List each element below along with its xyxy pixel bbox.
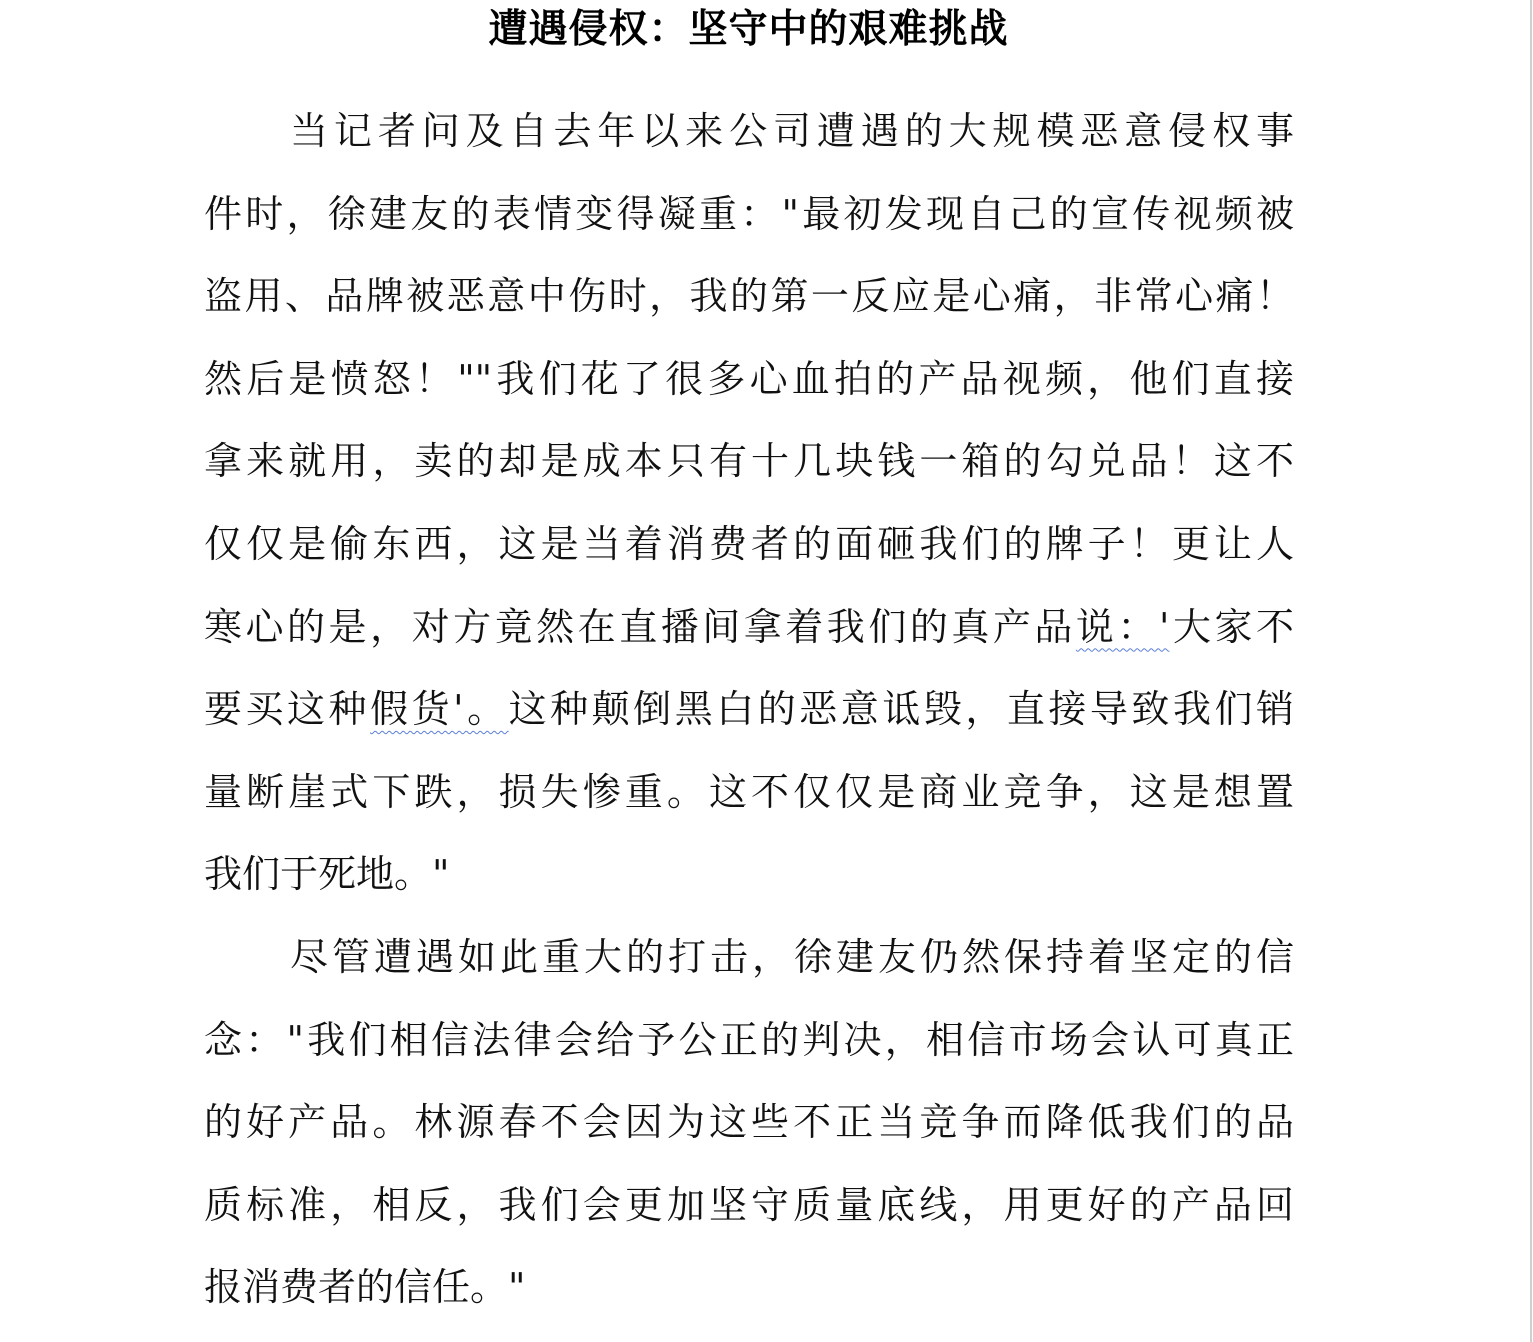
- text-line: 我们于死地。": [204, 852, 450, 897]
- text-line: [204, 586, 1294, 669]
- document-title: 遭遇侵权：坚守中的艰难挑战: [488, 7, 1009, 52]
- text-segment: 寒心的是，对方竟然在直播间拿着我们的真产品: [204, 604, 1076, 649]
- text-line: 件时，徐建友的表情变得凝重："最初发现自己的宣传视频被: [204, 191, 1294, 236]
- text-line: 盗用、品牌被恶意中伤时，我的第一反应是心痛，非常心痛！: [204, 274, 1294, 319]
- spellcheck-flag[interactable]: 假货'。: [370, 687, 509, 732]
- page-right-edge: [1530, 0, 1532, 1342]
- text-line: 的好产品。林源春不会因为这些不正当竞争而降低我们的品: [204, 1100, 1294, 1145]
- spellcheck-flag[interactable]: 说：': [1075, 604, 1170, 649]
- text-line: 量断崖式下跌，损失惨重。这不仅仅是商业竞争，这是想置: [204, 769, 1294, 814]
- text-segment: 大家不: [1169, 604, 1294, 649]
- paragraph: [204, 90, 1294, 916]
- text-segment: 这种颠倒黑白的恶意诋毁，直接导致我们销: [508, 687, 1294, 732]
- text-line: 报消费者的信任。": [204, 1265, 526, 1310]
- text-line: 念："我们相信法律会给予公正的判决，相信市场会认可真正: [204, 1017, 1294, 1062]
- text-line: 质标准，相反，我们会更加坚守质量底线，用更好的产品回: [204, 1182, 1294, 1227]
- text-line: 当记者问及自去年以来公司遭遇的大规模恶意侵权事: [290, 109, 1294, 153]
- text-segment: 要买这种: [204, 687, 371, 732]
- paragraph: [204, 916, 1294, 1329]
- text-line: [204, 668, 1294, 751]
- text-line: 拿来就用，卖的却是成本只有十几块钱一箱的勾兑品！这不: [204, 439, 1294, 484]
- document-body: [204, 90, 1294, 1329]
- text-line: 仅仅是偷东西，这是当着消费者的面砸我们的牌子！更让人: [204, 521, 1294, 566]
- text-line: 然后是愤怒！""我们花了很多心血拍的产品视频，他们直接: [204, 356, 1294, 401]
- text-line: 尽管遭遇如此重大的打击，徐建友仍然保持着坚定的信: [290, 934, 1294, 979]
